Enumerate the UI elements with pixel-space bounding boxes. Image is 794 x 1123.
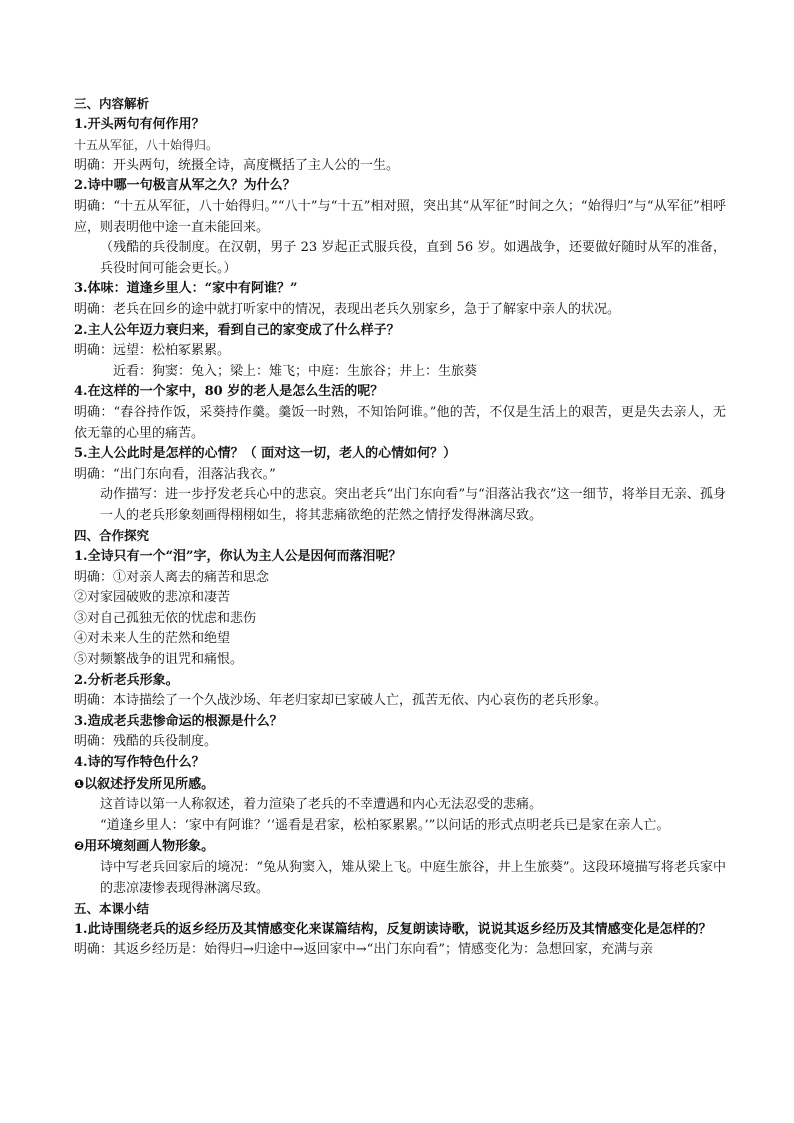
bullet-marker: ❷ <box>74 839 85 854</box>
answer-line: 明确：“出门东向看，泪落沾我衣。” <box>74 466 276 482</box>
feature-item <box>74 836 726 858</box>
question-line: 4.诗的写作特色什么？ <box>74 755 205 770</box>
question-line: 1.全诗只有一个“泪”字，你认为主人公是因何而落泪呢？ <box>74 549 402 565</box>
feature-item <box>74 774 726 796</box>
answer-line: 明确：老兵在回乡的途中就打听家中的情况，表现出老兵久别家乡，急于了解家中亲人的状况。 <box>74 301 621 317</box>
answer-line: 明确：远望：松柏冢累累。 <box>74 343 231 359</box>
answer-line: 明确：其返乡经历是：始得归→归途中→返回家中→“出门东向看”；情感变化为：急想回家，充满与亲 <box>74 942 653 958</box>
answer-line: 明确：残酷的兵役制度。 <box>74 734 218 750</box>
answer-line: ④对未来人生的茫然和绝望 <box>74 631 231 647</box>
answer-line: ②对家园破败的悲凉和凄苦 <box>74 590 231 606</box>
section-heading: 三、内容解析 <box>74 96 150 111</box>
section-heading: 四、合作探究 <box>74 528 150 544</box>
answer-line: 明确：开头两句，统摄全诗，高度概括了主人公的一生。 <box>74 157 400 173</box>
document-page <box>74 94 726 961</box>
answer-line: ③对自己孤独无依的忧虑和悲伤 <box>74 610 257 626</box>
bullet-marker: ❶ <box>74 776 85 791</box>
analysis-paragraph: 动作描写：进一步抒发老兵心中的悲哀。突出老兵“出门东向看”与“泪落沾我衣”这一细节，将举目无亲、孤身一人的老兵形象刻画得栩栩如生，将其悲痛欲绝的茫然之情抒发得淋漓尽致。 <box>100 487 726 523</box>
question-line: 4.在这样的一个家中，80 岁的老人是怎么生活的呢？ <box>74 384 384 400</box>
question-line: 1.开头两句有何作用？ <box>74 116 205 132</box>
question-line: 3.体味：道逢乡里人：“家中有阿谁？” <box>74 281 298 297</box>
question-line: 1.此诗围绕老兵的返乡经历及其情感变化来谋篇结构，反复朗读诗歌，说说其返乡经历及其情感变化是怎样的？ <box>74 921 712 937</box>
analysis-paragraph: 诗中写老兵回家后的境况：“兔从狗窦入，雉从梁上飞。中庭生旅谷，井上生旅葵”。这段环境描写将老兵家中的悲凉凄惨表现得淋漓尽致。 <box>100 859 726 896</box>
note-paragraph: （残酷的兵役制度。在汉朝，男子 23 岁起正式服兵役，直到 56 岁。如遇战争，还要做好随时从军的准备，兵役时间可能会更长。） <box>100 240 726 276</box>
question-line: 3.造成老兵悲惨命运的根源是什么？ <box>74 713 283 729</box>
answer-line: ⑤对频繁战争的诅咒和痛恨。 <box>74 652 244 668</box>
analysis-paragraph: “道逢乡里人：‘家中有阿谁？’‘遥看是君家，松柏冢累累。’”以问话的形式点明老兵已是家在亲人亡。 <box>100 817 670 833</box>
answer-line: 近看：狗窦：兔入；梁上：雉飞；中庭：生旅谷；井上：生旅葵 <box>113 363 478 379</box>
poem-quote: 十五从军征，八十始得归。 <box>74 138 219 153</box>
answer-line: 明确：本诗描绘了一个久战沙场、年老归家却已家破人亡，孤苦无依、内心哀伤的老兵形象。 <box>74 693 608 709</box>
feature-text: 以叙述抒发所见所感。 <box>84 776 215 792</box>
question-line: 2.主人公年迈力衰归来，看到自己的家变成了什么样子？ <box>74 322 400 338</box>
question-line: 2.分析老兵形象。 <box>74 672 179 688</box>
question-line: 2.诗中哪一句极言从军之久？为什么？ <box>74 178 296 194</box>
answer-line: 明确：“十五从军征，八十始得归。”“八十”与“十五”相对照，突出其“从军征”时间之久；“始得归”与“从军征”相呼应，则表明他中途一直未能回来。 <box>74 198 726 235</box>
answer-line: 明确：①对亲人离去的痛苦和思念 <box>74 569 270 585</box>
answer-line: 明确：“舂谷持作饭，采葵持作羹。羹饭一时熟，不知饴阿谁。”他的苦，不仅是生活上的艰苦，更是失去亲人，无依无靠的心里的痛苦。 <box>74 404 726 441</box>
feature-text: 用环境刻画人物形象。 <box>84 839 215 855</box>
question-line: 5.主人公此时是怎样的心情？（ 面对这一切，老人的心情如何？） <box>74 446 457 462</box>
section-heading: 五、本课小结 <box>74 901 150 917</box>
analysis-paragraph: 这首诗以第一人称叙述，着力渲染了老兵的不幸遭遇和内心无法忍受的悲痛。 <box>100 797 543 813</box>
